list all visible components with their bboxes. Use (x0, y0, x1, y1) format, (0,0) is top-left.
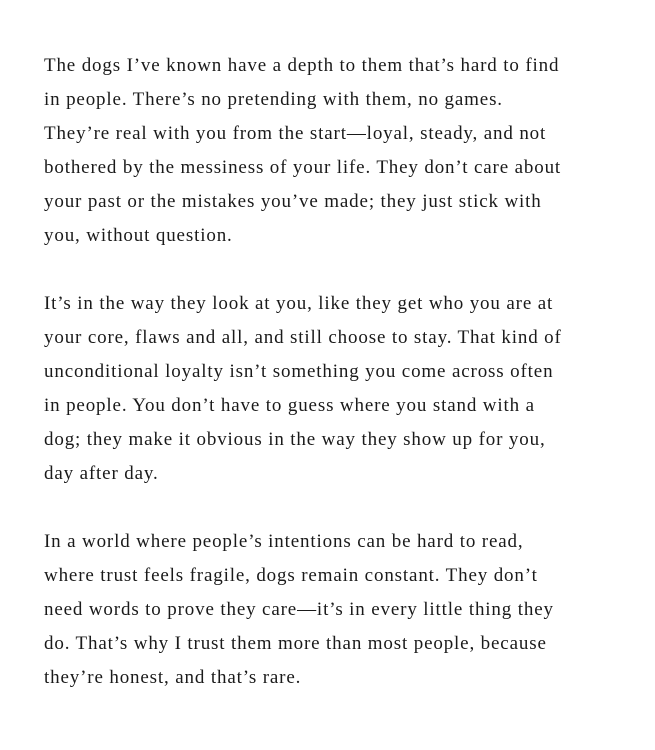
text-line: where trust feels fragile, dogs remain constant. They don’t (44, 565, 538, 586)
text-line: They’re real with you from the start—loyal, steady, and not (44, 123, 547, 144)
text-line: you, without question. (44, 225, 233, 246)
body-text (44, 49, 644, 729)
paragraph-2 (44, 287, 644, 491)
text-line: The dogs I’ve known have a depth to them that’s hard to find (44, 55, 560, 76)
text-line: in people. There’s no pretending with them, no games. (44, 89, 503, 110)
text-line: they’re honest, and that’s rare. (44, 667, 302, 688)
text-line: do. That’s why I trust them more than most people, because (44, 633, 547, 654)
text-line: bothered by the messiness of your life. They don’t care about (44, 157, 562, 178)
paragraph-3 (44, 525, 644, 695)
text-line: day after day. (44, 463, 159, 484)
text-line: your core, flaws and all, and still choose to stay. That kind of (44, 327, 562, 348)
text-line: dog; they make it obvious in the way they show up for you, (44, 429, 546, 450)
text-line: It’s in the way they look at you, like they get who you are at (44, 293, 554, 314)
text-line: need words to prove they care—it’s in every little thing they (44, 599, 554, 620)
text-line: in people. You don’t have to guess where you stand with a (44, 395, 535, 416)
paragraph-1 (44, 49, 644, 253)
text-line: unconditional loyalty isn’t something you come across often (44, 361, 554, 382)
text-line: your past or the mistakes you’ve made; they just stick with (44, 191, 542, 212)
text-line: In a world where people’s intentions can be hard to read, (44, 531, 524, 552)
